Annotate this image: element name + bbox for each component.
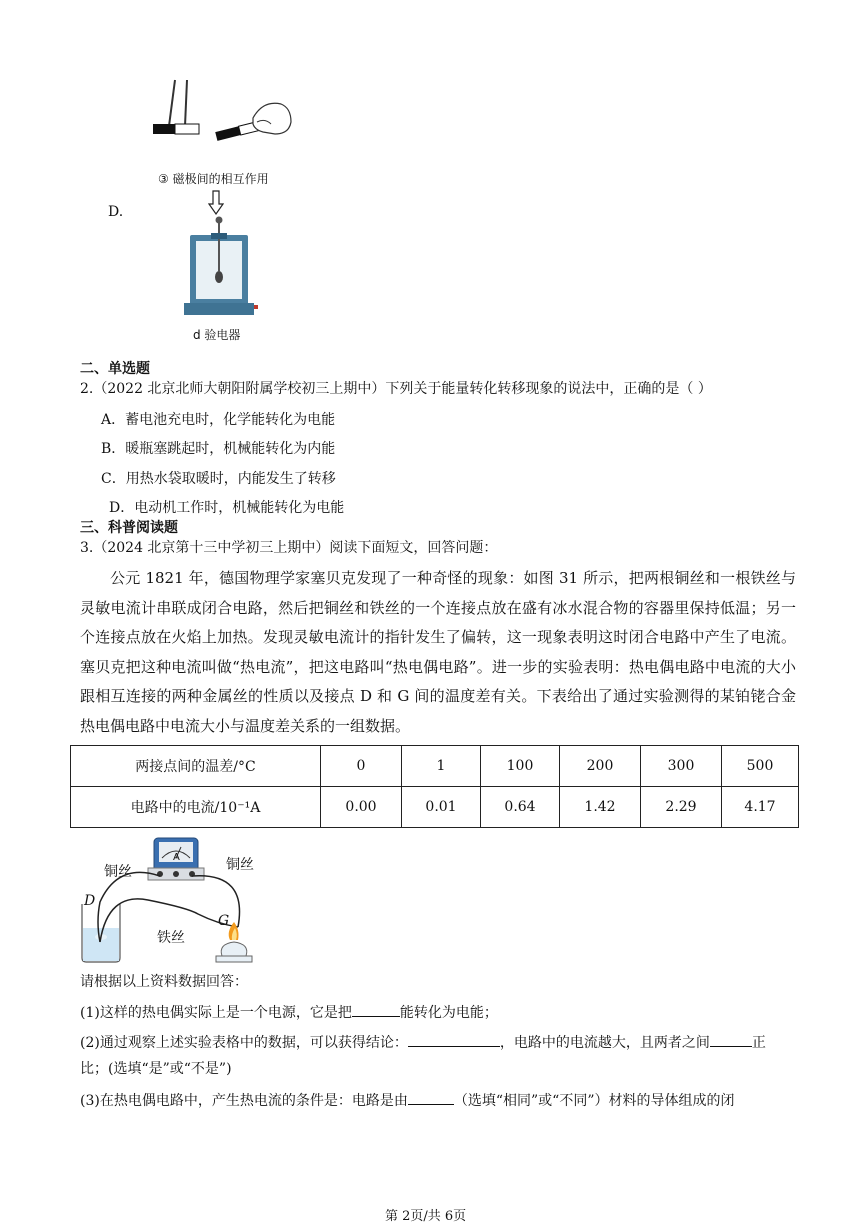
electroscope-illustration xyxy=(180,215,260,325)
table-cell: 2.29 xyxy=(641,787,722,828)
copper-wire-left-label: 铜丝 xyxy=(104,864,132,880)
answer-blank-1[interactable] xyxy=(352,1002,400,1017)
table-cell: 1.42 xyxy=(560,787,641,828)
question2-option-d: D．电动机工作时，机械能转化为电能 xyxy=(109,500,345,516)
table-cell: 1 xyxy=(402,746,481,787)
sub-question-2-continued: 比；(选填“是”或“不是”) xyxy=(80,1061,232,1077)
point-g-label: G xyxy=(218,913,230,929)
figure-c-caption: ③ 磁极间的相互作用 xyxy=(158,172,269,186)
answer-blank-3[interactable] xyxy=(710,1032,752,1047)
question2-option-c: C．用热水袋取暖时，内能发生了转移 xyxy=(101,471,336,487)
page-number: 第 2页/共 6页 xyxy=(385,1209,467,1224)
data-table xyxy=(70,745,799,828)
answer-prompt: 请根据以上资料数据回答： xyxy=(80,974,248,990)
table-header-cell: 电路中的电流/10⁻¹A xyxy=(71,787,321,828)
answer-blank-2[interactable] xyxy=(408,1032,500,1047)
meter-label: A xyxy=(173,852,180,863)
sub-question-3-text-b: （选填“相同”或“不同”）材料的导体组成的闭 xyxy=(453,1093,735,1109)
table-row xyxy=(71,787,799,828)
table-cell: 0.01 xyxy=(402,787,481,828)
table-cell: 300 xyxy=(641,746,722,787)
table-cell: 4.17 xyxy=(722,787,799,828)
electroscope-figure xyxy=(180,215,260,325)
reading-passage: 公元 1821 年，德国物理学家塞贝克发现了一种奇怪的现象：如图 31 所示，把两根铜丝和一根铁丝与灵敏电流计串联成闭合电路，然后把铜丝和铁丝的一个连接点放在盛有冰水混合物的容器里保持低温；另一个连接点放在火焰上加热。发现灵敏电流计的指针发生了偏转，这一现象表明这时闭合电路中产生了电流。塞贝克把这种电流叫做“热电流”，把这电路叫“热电偶电路”。进一步的实验表明：热电偶电路中电流的大小跟相互连接的两种金属丝的性质以及接点 D 和 G 间的温度差有关。下表给出了通过实验测得的某铂铑合金热电偶电路中电流大小与温度差关系的一组数据。 xyxy=(80,569,796,735)
question2-option-a: A．蓄电池充电时，化学能转化为电能 xyxy=(101,412,336,428)
iron-wire-label: 铁丝 xyxy=(157,930,185,946)
sub-question-1 xyxy=(80,1002,498,1023)
point-d-label: D xyxy=(84,893,96,909)
table-header-cell: 两接点间的温差/°C xyxy=(71,746,321,787)
answer-blank-4[interactable] xyxy=(408,1090,454,1105)
table-cell: 0.64 xyxy=(481,787,560,828)
sub-question-2-text-b: ，电路中的电流越大，且两者之间 xyxy=(499,1035,710,1051)
table-cell: 0.00 xyxy=(321,787,402,828)
sub-question-3-text-a: (3)在热电偶电路中，产生热电流的条件是：电路是由 xyxy=(80,1093,408,1109)
table-cell: 0 xyxy=(321,746,402,787)
section3-heading: 三、科普阅读题 xyxy=(80,520,178,536)
figure-d-caption: d 验电器 xyxy=(193,328,241,342)
question2-option-b: B．暖瓶塞跳起时，机械能转化为内能 xyxy=(101,441,336,457)
copper-wire-right-label: 铜丝 xyxy=(226,857,254,873)
question2-stem: 2.（2022 北京北师大朝阳附属学校初三上期中）下列关于能量转化转移现象的说法中，正确的是（ ） xyxy=(80,381,712,397)
option-d-label: D. xyxy=(108,204,124,220)
table-row xyxy=(71,746,799,787)
table-cell: 200 xyxy=(560,746,641,787)
question3-stem: 3.（2024 北京第十三中学初三上期中）阅读下面短文，回答问题： xyxy=(80,540,498,556)
sub-question-2-text-c: 正 xyxy=(751,1035,766,1051)
sub-question-1-text-b: 能转化为电能； xyxy=(399,1005,498,1021)
table-cell: 500 xyxy=(722,746,799,787)
sub-question-2 xyxy=(80,1032,766,1053)
sub-question-2-text-a: (2)通过观察上述实验表格中的数据，可以获得结论： xyxy=(80,1035,408,1051)
sub-question-1-text-a: (1)这样的热电偶实际上是一个电源，它是把 xyxy=(80,1005,352,1021)
table-cell: 100 xyxy=(481,746,560,787)
sub-question-3 xyxy=(80,1090,734,1111)
section2-heading: 二、单选题 xyxy=(80,361,150,377)
